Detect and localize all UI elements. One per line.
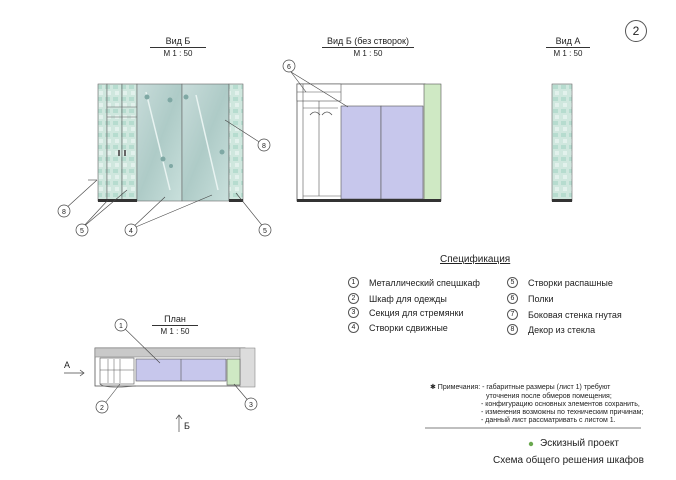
spec-item-3 [348,307,464,318]
spec-text: Металлический спецшкаф [369,277,480,288]
view-b-hinged-door-right [122,84,137,201]
notes-line-3: - конфигурацию основных элементов сохранить, [481,401,640,408]
view-b-no-doors-title: Вид Б (без створок) [327,36,409,46]
plan-drawing [95,348,255,387]
spec-item-7 [507,309,622,320]
callout-3-plan-label: 3 [249,402,253,409]
spec-item-4 [348,322,448,333]
view-a-title: Вид А [555,36,581,46]
view-b-no-doors-scale: М 1 : 50 [353,49,383,58]
callout-8-right-label: 8 [262,143,266,150]
callout-1-plan-label: 1 [119,323,123,330]
spec-item-6 [507,293,554,304]
spec-num: 7 [507,309,518,320]
callout-5-left-label: 5 [80,228,84,235]
metal-cabinet-panel-left [341,106,381,199]
spec-num: 1 [348,277,359,288]
stamp-accent-dot [529,442,533,446]
plan-arrow-b-label: Б [184,421,190,431]
plan-title: План [164,314,186,324]
notes-line-5: - данный лист рассматривать с листом 1. [481,417,616,424]
spec-num: 4 [348,322,359,333]
notes-line-1: ✱ Примечания: - габаритные размеры (лист 1) требуют [430,384,611,391]
spec-item-2 [348,293,447,304]
stamp-subtitle: Схема общего решения шкафов [493,455,644,466]
metal-cabinet-panel-right [381,106,423,199]
spec-item-8 [507,324,595,335]
view-b-left-glass-panel [98,84,107,201]
callout-4-label: 4 [129,228,133,235]
spec-text: Секция для стремянки [369,307,464,318]
view-b-sliding-door-right [182,84,229,201]
spec-text: Шкаф для одежды [369,293,447,304]
plan-wall-block [240,348,255,387]
spec-item-1 [348,277,480,288]
view-b-no-doors-drawing [297,84,441,202]
view-b-hinged-door-left [107,84,122,201]
view-a-plinth [552,199,572,202]
view-a-drawing [552,84,572,202]
spec-num: 2 [348,293,359,304]
view-b-sliding-door-left [137,84,182,201]
callout-5-right-label: 5 [263,228,267,235]
callout-8-left-label: 8 [62,209,66,216]
notes-line-4: - изменения возможны по техническим причинам; [481,409,644,416]
notes-line-2: уточнения после обмеров помещения; [486,393,612,400]
view-b-right-glass-panel [229,84,243,201]
side-panel-green [424,84,441,201]
view-b-plinth-left [98,199,137,202]
spec-text: Створки распашные [528,277,613,288]
spec-num: 3 [348,307,359,318]
plinth [297,199,441,202]
spec-text: Полки [528,293,554,304]
plan-ladder-section [227,359,240,385]
callout-2-plan-label: 2 [100,405,104,412]
spec-text: Створки сдвижные [369,322,448,333]
view-b-drawing [98,84,243,202]
plan-wardrobe [100,358,134,384]
plan-arrow-a-label: А [64,360,71,370]
plan-top-wall [95,348,245,357]
sheet-number: 2 [632,24,640,38]
stamp-project: Эскизный проект [540,438,619,449]
plan-scale: М 1 : 50 [160,327,190,336]
spec-text: Декор из стекла [528,324,596,335]
spec-num: 6 [507,293,518,304]
spec-num: 8 [507,324,518,335]
callout-6-label: 6 [287,64,291,71]
spec-item-5 [507,277,613,288]
spec-title: Спецификация [440,254,511,265]
view-a-scale: М 1 : 50 [553,49,583,58]
view-b-title: Вид Б [165,36,191,46]
spec-text: Боковая стенка гнутая [528,309,622,320]
view-b-scale: М 1 : 50 [163,49,193,58]
spec-num: 5 [507,277,518,288]
view-a-glass-panel [552,84,572,201]
